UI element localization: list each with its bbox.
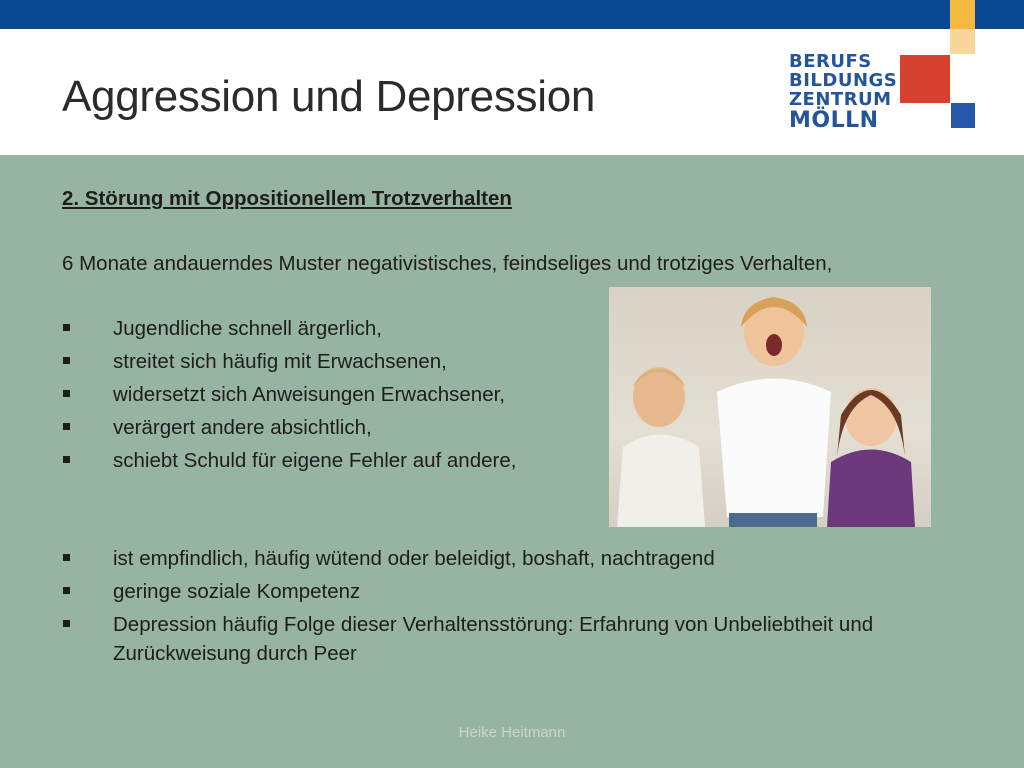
logo-square-yellow-light <box>950 29 975 54</box>
children-photo <box>609 287 931 527</box>
child-jeans <box>729 513 817 527</box>
logo-line-2: BILDUNGS <box>789 70 898 91</box>
screaming-mouth <box>766 334 782 356</box>
logo-line-4: MÖLLN <box>789 108 879 133</box>
list-item <box>62 413 602 442</box>
list-item <box>62 610 982 668</box>
intro-text: 6 Monate andauerndes Muster negativistisches, feindseliges und trotziges Verhalten, <box>62 252 833 275</box>
page-title: Aggression und Depression <box>62 72 596 121</box>
list-item <box>62 347 602 376</box>
girl-dress <box>827 450 915 528</box>
list-item-text: Jugendliche schnell ärgerlich, <box>113 317 382 340</box>
bullet-square-icon <box>63 423 70 430</box>
bullet-square-icon <box>63 324 70 331</box>
logo-square-blue <box>951 103 975 128</box>
list-item <box>62 380 602 409</box>
section-heading: 2. Störung mit Oppositionellem Trotzverhalten <box>62 187 512 210</box>
bullet-square-icon <box>63 456 70 463</box>
toddler-shirt <box>617 435 705 528</box>
children-illustration <box>609 287 931 527</box>
logo-line-1: BERUFS <box>789 51 872 72</box>
list-item-text: ist empfindlich, häufig wütend oder beleidigt, boshaft, nachtragend <box>113 547 715 570</box>
list-item-text: geringe soziale Kompetenz <box>113 580 361 603</box>
footer-author: Heike Heitmann <box>458 724 566 741</box>
list-item <box>62 446 602 475</box>
bullet-square-icon <box>63 620 70 627</box>
list-item <box>62 544 982 573</box>
bullet-square-icon <box>63 554 70 561</box>
criteria-list-2 <box>62 544 982 672</box>
logo-square-yellow <box>950 0 975 29</box>
logo-line-3: ZENTRUM <box>789 89 892 110</box>
top-bar <box>0 0 1024 29</box>
list-item-text: Depression häufig Folge dieser Verhaltensstörung: Erfahrung von Unbeliebtheit und Zurückweisung durch Peer <box>113 613 874 665</box>
list-item <box>62 577 982 606</box>
bullet-square-icon <box>63 587 70 594</box>
logo-square-red <box>900 55 950 103</box>
girl-head <box>845 388 897 446</box>
child-tshirt <box>717 379 831 518</box>
logo <box>789 52 897 133</box>
bullet-square-icon <box>63 390 70 397</box>
list-item-text: widersetzt sich Anweisungen Erwachsener, <box>113 383 505 406</box>
bullet-square-icon <box>63 357 70 364</box>
list-item-text: schiebt Schuld für eigene Fehler auf andere, <box>113 449 517 472</box>
criteria-list-1 <box>62 314 602 479</box>
list-item-text: streitet sich häufig mit Erwachsenen, <box>113 350 447 373</box>
list-item <box>62 314 602 343</box>
list-item-text: verärgert andere absichtlich, <box>113 416 372 439</box>
